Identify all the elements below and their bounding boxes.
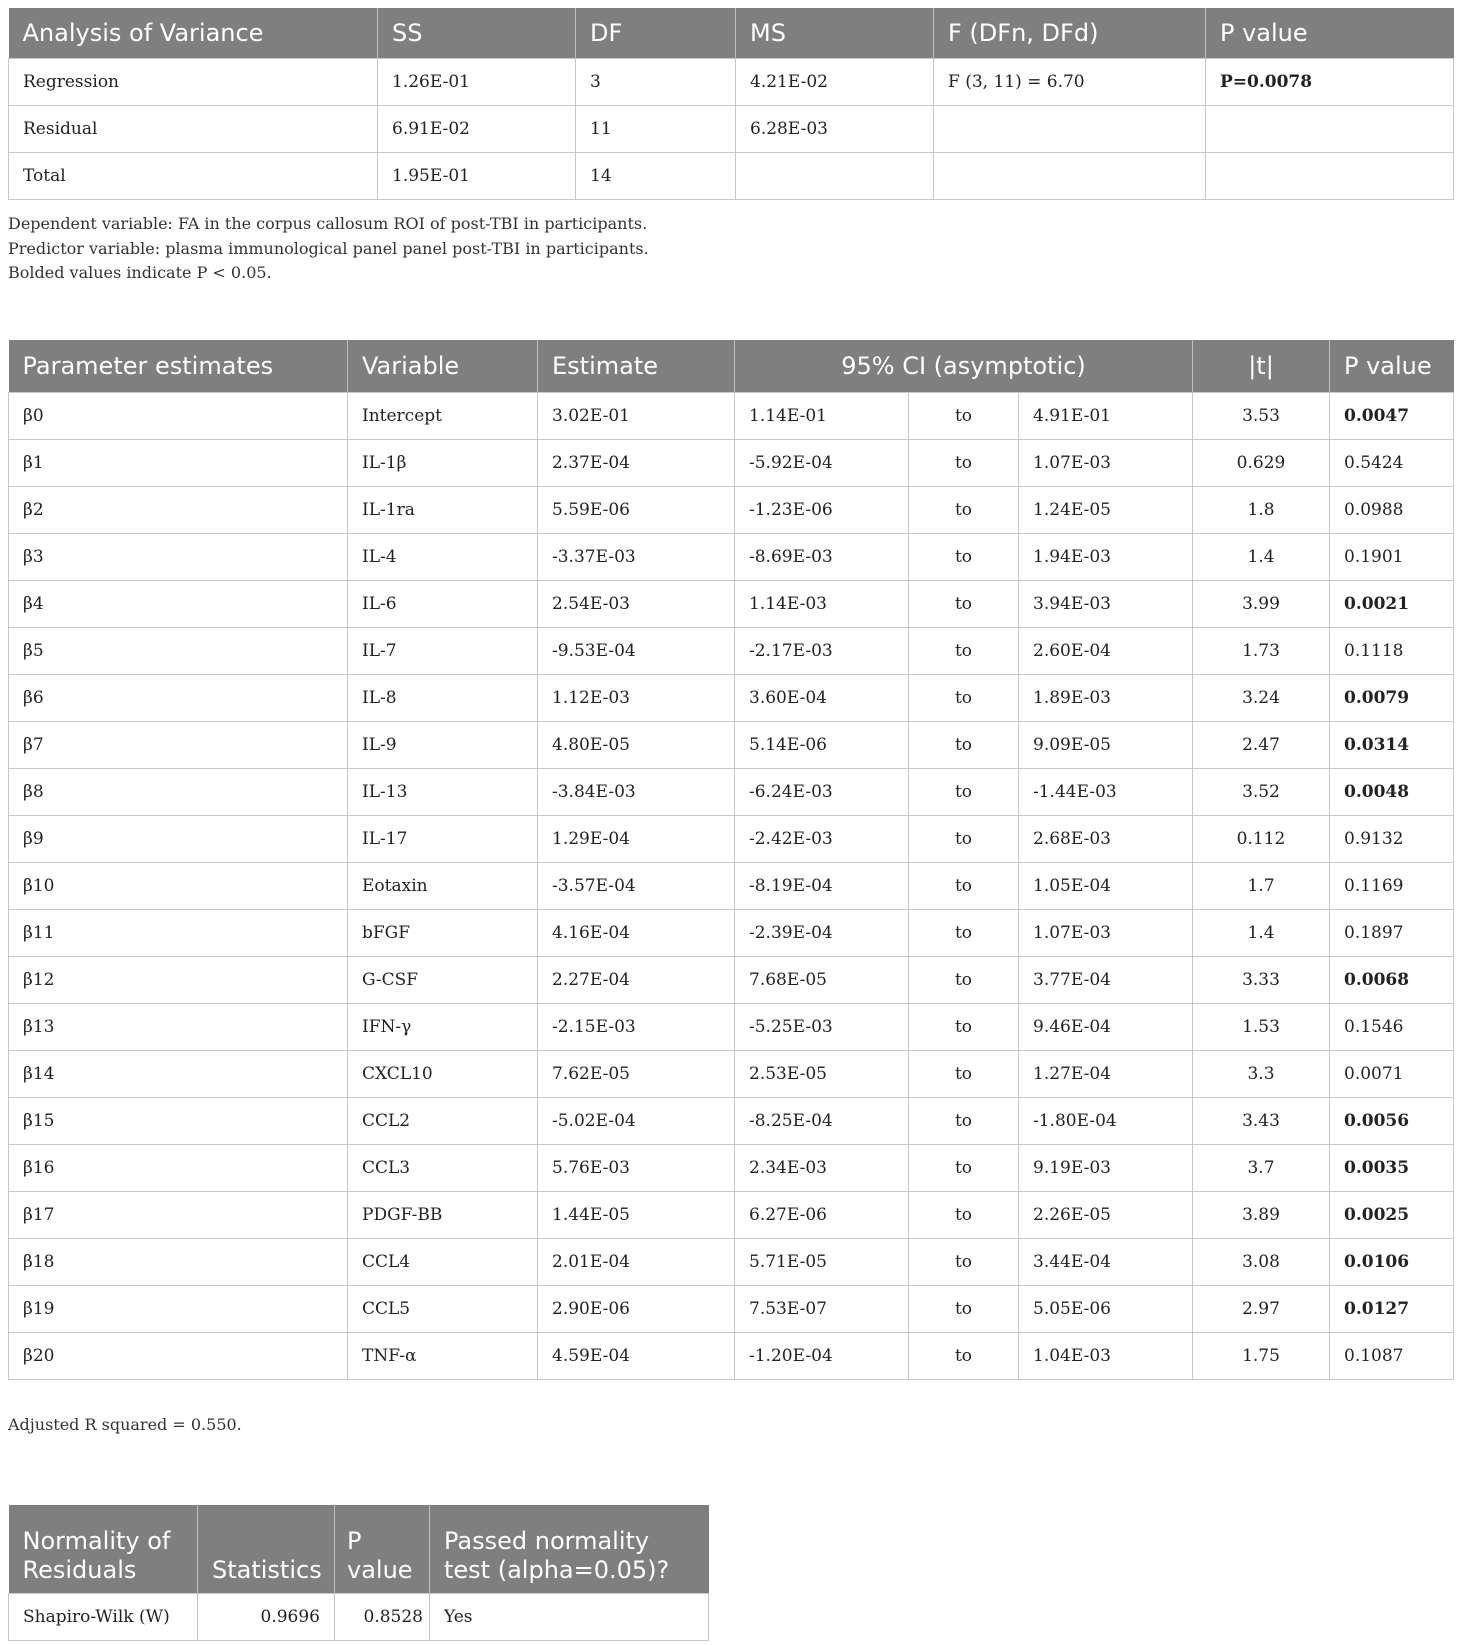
anova-source: Regression: [9, 59, 378, 106]
anova-ms: 6.28E-03: [736, 106, 934, 153]
table-row: [9, 1098, 1454, 1145]
variable-cell: CCL4: [348, 1239, 538, 1286]
ci-low-cell: 3.60E-04: [735, 675, 909, 722]
ci-to-cell: to: [909, 393, 1019, 440]
table-row: [9, 581, 1454, 628]
ci-low-cell: 5.71E-05: [735, 1239, 909, 1286]
normality-p: 0.8528: [335, 1594, 430, 1641]
estimate-cell: 2.54E-03: [538, 581, 735, 628]
ci-high-cell: 1.07E-03: [1019, 910, 1193, 957]
ci-low-cell: -8.19E-04: [735, 863, 909, 910]
estimate-cell: 3.02E-01: [538, 393, 735, 440]
estimate-cell: -5.02E-04: [538, 1098, 735, 1145]
variable-cell: IL-13: [348, 769, 538, 816]
t-cell: 3.24: [1193, 675, 1330, 722]
t-cell: 3.52: [1193, 769, 1330, 816]
estimate-cell: 5.76E-03: [538, 1145, 735, 1192]
normality-header-test: Normality of Residuals: [9, 1505, 198, 1594]
param-cell: β12: [9, 957, 348, 1004]
variable-cell: bFGF: [348, 910, 538, 957]
t-cell: 3.08: [1193, 1239, 1330, 1286]
p-value-cell: 0.0035: [1330, 1145, 1454, 1192]
t-cell: 1.4: [1193, 534, 1330, 581]
p-value-cell: 0.1087: [1330, 1333, 1454, 1380]
ci-high-cell: 5.05E-06: [1019, 1286, 1193, 1333]
param-cell: β19: [9, 1286, 348, 1333]
p-value-cell: 0.0988: [1330, 487, 1454, 534]
variable-cell: IL-7: [348, 628, 538, 675]
ci-to-cell: to: [909, 534, 1019, 581]
anova-p: [1206, 153, 1454, 200]
estimate-cell: -3.84E-03: [538, 769, 735, 816]
p-value-cell: 0.0021: [1330, 581, 1454, 628]
anova-df: 14: [576, 153, 736, 200]
ci-to-cell: to: [909, 769, 1019, 816]
ci-high-cell: 1.27E-04: [1019, 1051, 1193, 1098]
estimate-cell: -3.57E-04: [538, 863, 735, 910]
anova-table: [8, 8, 1454, 200]
anova-source: Residual: [9, 106, 378, 153]
param-cell: β5: [9, 628, 348, 675]
p-value-cell: 0.0106: [1330, 1239, 1454, 1286]
variable-cell: PDGF-BB: [348, 1192, 538, 1239]
ci-high-cell: 2.60E-04: [1019, 628, 1193, 675]
param-cell: β17: [9, 1192, 348, 1239]
anova-notes: [8, 212, 649, 286]
p-value-cell: 0.1546: [1330, 1004, 1454, 1051]
variable-cell: CCL2: [348, 1098, 538, 1145]
anova-p: P=0.0078: [1206, 59, 1454, 106]
ci-to-cell: to: [909, 863, 1019, 910]
ci-low-cell: 1.14E-03: [735, 581, 909, 628]
ci-low-cell: -6.24E-03: [735, 769, 909, 816]
estimate-cell: 4.59E-04: [538, 1333, 735, 1380]
anova-header-row: [9, 8, 1454, 59]
estimate-cell: 1.29E-04: [538, 816, 735, 863]
t-cell: 1.4: [1193, 910, 1330, 957]
p-value-cell: 0.1118: [1330, 628, 1454, 675]
variable-cell: Intercept: [348, 393, 538, 440]
t-cell: 3.53: [1193, 393, 1330, 440]
ci-high-cell: -1.44E-03: [1019, 769, 1193, 816]
p-value-cell: 0.0056: [1330, 1098, 1454, 1145]
ci-high-cell: 3.44E-04: [1019, 1239, 1193, 1286]
normality-test: Shapiro-Wilk (W): [9, 1594, 198, 1641]
estimate-cell: 5.59E-06: [538, 487, 735, 534]
table-row: [9, 393, 1454, 440]
params-header-p: P value: [1330, 340, 1454, 393]
variable-cell: IL-4: [348, 534, 538, 581]
param-cell: β14: [9, 1051, 348, 1098]
ci-low-cell: -2.39E-04: [735, 910, 909, 957]
variable-cell: IL-6: [348, 581, 538, 628]
ci-high-cell: 9.46E-04: [1019, 1004, 1193, 1051]
variable-cell: IL-17: [348, 816, 538, 863]
param-cell: β6: [9, 675, 348, 722]
anova-ss: 6.91E-02: [378, 106, 576, 153]
param-cell: β1: [9, 440, 348, 487]
normality-header-p: P value: [335, 1505, 430, 1594]
variable-cell: IFN-γ: [348, 1004, 538, 1051]
anova-df: 11: [576, 106, 736, 153]
t-cell: 3.99: [1193, 581, 1330, 628]
p-value-cell: 0.0068: [1330, 957, 1454, 1004]
table-row: [9, 675, 1454, 722]
anova-header-p: P value: [1206, 8, 1454, 59]
param-cell: β3: [9, 534, 348, 581]
param-cell: β9: [9, 816, 348, 863]
anova-f: [934, 106, 1206, 153]
p-value-cell: 0.0127: [1330, 1286, 1454, 1333]
normality-passed: Yes: [430, 1594, 709, 1641]
param-cell: β2: [9, 487, 348, 534]
estimate-cell: -2.15E-03: [538, 1004, 735, 1051]
anova-header-source: Analysis of Variance: [9, 8, 378, 59]
ci-high-cell: 2.68E-03: [1019, 816, 1193, 863]
table-row: [9, 957, 1454, 1004]
ci-low-cell: -1.20E-04: [735, 1333, 909, 1380]
ci-to-cell: to: [909, 675, 1019, 722]
anova-header-df: DF: [576, 8, 736, 59]
table-row: [9, 153, 1454, 200]
anova-header-ms: MS: [736, 8, 934, 59]
ci-to-cell: to: [909, 487, 1019, 534]
param-cell: β13: [9, 1004, 348, 1051]
ci-high-cell: -1.80E-04: [1019, 1098, 1193, 1145]
param-cell: β4: [9, 581, 348, 628]
table-row: [9, 1286, 1454, 1333]
ci-low-cell: -8.69E-03: [735, 534, 909, 581]
anova-ms: [736, 153, 934, 200]
variable-cell: IL-8: [348, 675, 538, 722]
anova-p: [1206, 106, 1454, 153]
variable-cell: CXCL10: [348, 1051, 538, 1098]
anova-ss: 1.26E-01: [378, 59, 576, 106]
t-cell: 2.47: [1193, 722, 1330, 769]
ci-to-cell: to: [909, 628, 1019, 675]
table-row: [9, 1333, 1454, 1380]
table-row: [9, 863, 1454, 910]
variable-cell: IL-9: [348, 722, 538, 769]
ci-to-cell: to: [909, 581, 1019, 628]
variable-cell: CCL5: [348, 1286, 538, 1333]
param-cell: β18: [9, 1239, 348, 1286]
t-cell: 1.8: [1193, 487, 1330, 534]
normality-statistic: 0.9696: [198, 1594, 335, 1641]
t-cell: 1.7: [1193, 863, 1330, 910]
estimate-cell: 4.80E-05: [538, 722, 735, 769]
estimate-cell: 1.44E-05: [538, 1192, 735, 1239]
ci-high-cell: 9.19E-03: [1019, 1145, 1193, 1192]
param-cell: β20: [9, 1333, 348, 1380]
ci-low-cell: -2.17E-03: [735, 628, 909, 675]
p-value-cell: 0.0025: [1330, 1192, 1454, 1239]
t-cell: 0.112: [1193, 816, 1330, 863]
ci-high-cell: 1.07E-03: [1019, 440, 1193, 487]
table-row: [9, 769, 1454, 816]
ci-to-cell: to: [909, 1145, 1019, 1192]
anova-f: F (3, 11) = 6.70: [934, 59, 1206, 106]
table-row: [9, 440, 1454, 487]
table-row: [9, 816, 1454, 863]
table-row: [9, 1051, 1454, 1098]
anova-note-predictor: Predictor variable: plasma immunological panel panel post-TBI in participants.: [8, 238, 649, 258]
table-row: [9, 1239, 1454, 1286]
params-header-variable: Variable: [348, 340, 538, 393]
t-cell: 1.75: [1193, 1333, 1330, 1380]
estimate-cell: 2.01E-04: [538, 1239, 735, 1286]
estimate-cell: -3.37E-03: [538, 534, 735, 581]
ci-low-cell: 2.34E-03: [735, 1145, 909, 1192]
normality-header-statistics: Statistics: [198, 1505, 335, 1594]
ci-to-cell: to: [909, 1004, 1019, 1051]
estimate-cell: 7.62E-05: [538, 1051, 735, 1098]
anova-ms: 4.21E-02: [736, 59, 934, 106]
variable-cell: TNF-α: [348, 1333, 538, 1380]
anova-f: [934, 153, 1206, 200]
p-value-cell: 0.0314: [1330, 722, 1454, 769]
t-cell: 1.53: [1193, 1004, 1330, 1051]
estimate-cell: 4.16E-04: [538, 910, 735, 957]
variable-cell: IL-1β: [348, 440, 538, 487]
table-row: [9, 106, 1454, 153]
anova-note-dependent: Dependent variable: FA in the corpus callosum ROI of post-TBI in participants.: [8, 214, 648, 233]
ci-to-cell: to: [909, 1333, 1019, 1380]
table-row: [9, 1145, 1454, 1192]
anova-ss: 1.95E-01: [378, 153, 576, 200]
anova-df: 3: [576, 59, 736, 106]
param-cell: β15: [9, 1098, 348, 1145]
variable-cell: G-CSF: [348, 957, 538, 1004]
table-row: [9, 1594, 709, 1641]
ci-low-cell: 6.27E-06: [735, 1192, 909, 1239]
adjusted-r-squared-note: Adjusted R squared = 0.550.: [8, 1415, 242, 1434]
ci-low-cell: -8.25E-04: [735, 1098, 909, 1145]
variable-cell: CCL3: [348, 1145, 538, 1192]
ci-high-cell: 1.89E-03: [1019, 675, 1193, 722]
ci-low-cell: 5.14E-06: [735, 722, 909, 769]
params-header-param: Parameter estimates: [9, 340, 348, 393]
table-row: [9, 910, 1454, 957]
param-cell: β0: [9, 393, 348, 440]
params-header-t: |t|: [1193, 340, 1330, 393]
anova-header-f: F (DFn, DFd): [934, 8, 1206, 59]
ci-high-cell: 1.04E-03: [1019, 1333, 1193, 1380]
anova-header-ss: SS: [378, 8, 576, 59]
estimate-cell: -9.53E-04: [538, 628, 735, 675]
param-cell: β7: [9, 722, 348, 769]
ci-high-cell: 4.91E-01: [1019, 393, 1193, 440]
normality-header-row: [9, 1505, 709, 1594]
t-cell: 2.97: [1193, 1286, 1330, 1333]
estimate-cell: 2.27E-04: [538, 957, 735, 1004]
ci-to-cell: to: [909, 440, 1019, 487]
ci-low-cell: 1.14E-01: [735, 393, 909, 440]
t-cell: 3.43: [1193, 1098, 1330, 1145]
normality-table: [8, 1505, 709, 1641]
t-cell: 3.7: [1193, 1145, 1330, 1192]
table-row: [9, 1004, 1454, 1051]
p-value-cell: 0.1897: [1330, 910, 1454, 957]
ci-low-cell: 7.68E-05: [735, 957, 909, 1004]
table-row: [9, 1192, 1454, 1239]
ci-low-cell: -5.92E-04: [735, 440, 909, 487]
t-cell: 1.73: [1193, 628, 1330, 675]
ci-high-cell: 1.05E-04: [1019, 863, 1193, 910]
t-cell: 3.33: [1193, 957, 1330, 1004]
table-row: [9, 628, 1454, 675]
ci-high-cell: 3.94E-03: [1019, 581, 1193, 628]
ci-high-cell: 1.24E-05: [1019, 487, 1193, 534]
ci-to-cell: to: [909, 1192, 1019, 1239]
ci-to-cell: to: [909, 722, 1019, 769]
t-cell: 3.89: [1193, 1192, 1330, 1239]
p-value-cell: 0.9132: [1330, 816, 1454, 863]
anova-source: Total: [9, 153, 378, 200]
p-value-cell: 0.0079: [1330, 675, 1454, 722]
ci-high-cell: 2.26E-05: [1019, 1192, 1193, 1239]
ci-high-cell: 3.77E-04: [1019, 957, 1193, 1004]
ci-to-cell: to: [909, 1286, 1019, 1333]
anova-note-bold: Bolded values indicate P < 0.05.: [8, 263, 272, 282]
ci-to-cell: to: [909, 957, 1019, 1004]
ci-to-cell: to: [909, 1239, 1019, 1286]
variable-cell: Eotaxin: [348, 863, 538, 910]
param-cell: β10: [9, 863, 348, 910]
p-value-cell: 0.5424: [1330, 440, 1454, 487]
params-header-row: [9, 340, 1454, 393]
param-cell: β11: [9, 910, 348, 957]
parameter-estimates-table: [8, 340, 1454, 1380]
ci-to-cell: to: [909, 1051, 1019, 1098]
ci-low-cell: 2.53E-05: [735, 1051, 909, 1098]
table-row: [9, 722, 1454, 769]
ci-to-cell: to: [909, 816, 1019, 863]
p-value-cell: 0.1169: [1330, 863, 1454, 910]
ci-to-cell: to: [909, 1098, 1019, 1145]
params-header-ci: 95% CI (asymptotic): [735, 340, 1193, 393]
p-value-cell: 0.0047: [1330, 393, 1454, 440]
params-body: [9, 393, 1454, 1380]
normality-header-passed: Passed normality test (alpha=0.05)?: [430, 1505, 709, 1594]
params-header-estimate: Estimate: [538, 340, 735, 393]
p-value-cell: 0.1901: [1330, 534, 1454, 581]
ci-low-cell: -1.23E-06: [735, 487, 909, 534]
variable-cell: IL-1ra: [348, 487, 538, 534]
param-cell: β16: [9, 1145, 348, 1192]
estimate-cell: 2.90E-06: [538, 1286, 735, 1333]
estimate-cell: 2.37E-04: [538, 440, 735, 487]
p-value-cell: 0.0071: [1330, 1051, 1454, 1098]
p-value-cell: 0.0048: [1330, 769, 1454, 816]
estimate-cell: 1.12E-03: [538, 675, 735, 722]
ci-high-cell: 1.94E-03: [1019, 534, 1193, 581]
table-row: [9, 534, 1454, 581]
table-row: [9, 487, 1454, 534]
ci-high-cell: 9.09E-05: [1019, 722, 1193, 769]
table-row: [9, 59, 1454, 106]
t-cell: 0.629: [1193, 440, 1330, 487]
ci-low-cell: 7.53E-07: [735, 1286, 909, 1333]
ci-low-cell: -5.25E-03: [735, 1004, 909, 1051]
t-cell: 3.3: [1193, 1051, 1330, 1098]
ci-low-cell: -2.42E-03: [735, 816, 909, 863]
ci-to-cell: to: [909, 910, 1019, 957]
param-cell: β8: [9, 769, 348, 816]
